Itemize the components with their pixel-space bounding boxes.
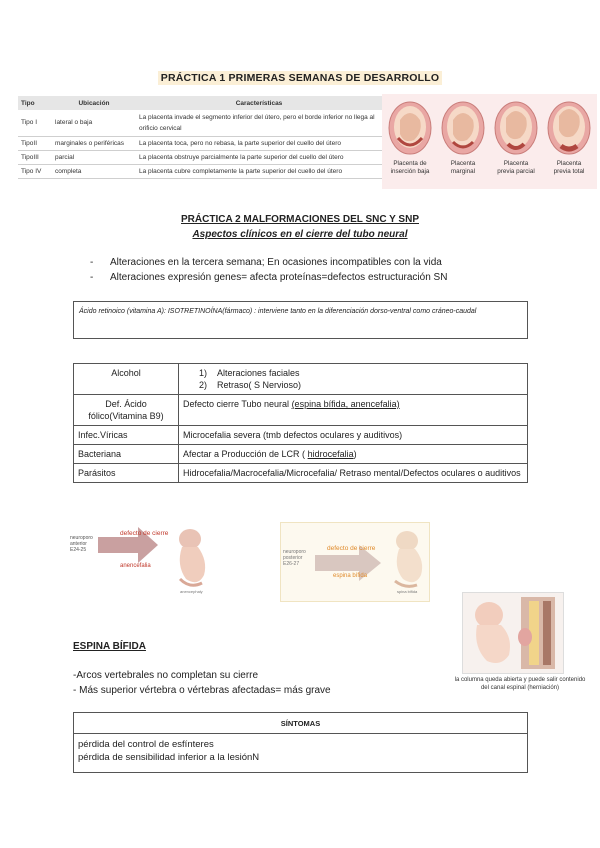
cell: TipoII	[18, 136, 52, 150]
table-header-row	[18, 96, 382, 110]
cell: Alcohol	[74, 364, 179, 395]
cell: Tipo I	[18, 110, 52, 136]
cell	[74, 734, 528, 773]
result-label: anencefalia	[120, 563, 151, 569]
practice2-subtitle: Aspectos clínicos en el cierre del tubo neural	[192, 229, 408, 240]
cell: completa	[52, 164, 136, 178]
cell: parcial	[52, 150, 136, 164]
spina-bifida-diagram: neuroporo posterior E26-27 defecto de cierre espina bífida spina bifida	[280, 522, 430, 602]
image-credit: anencephaly	[180, 589, 203, 594]
cell: Afectar a Producción de LCR ( hidrocefalia)	[179, 445, 528, 464]
cell: Defecto cierre Tubo neural (espina bífida, anencefalia)	[179, 395, 528, 426]
list-item: - Alteraciones expresión genes= afecta proteínas=defectos estructuración SN	[90, 272, 448, 283]
figure-label: inserción baja	[390, 167, 430, 175]
table-row	[18, 164, 382, 178]
cell: lateral o baja	[52, 110, 136, 136]
cell: Tipo IV	[18, 164, 52, 178]
table-row	[18, 150, 382, 164]
uterus-icon	[545, 98, 593, 158]
practice1-title: PRÁCTICA 1 PRIMERAS SEMANAS DE DESARROLLO	[0, 72, 600, 84]
header-caracteristicas: Características	[136, 96, 382, 110]
table-row	[74, 395, 528, 426]
list-item: - Alteraciones en la tercera semana; En ocasiones incompatibles con la vida	[90, 257, 442, 268]
cell: La placenta cubre completamente la parte superior del cuello del útero	[136, 164, 382, 178]
cell: Infec.Víricas	[74, 426, 179, 445]
retinoic-acid-note: Ácido retinoico (vitamina A): ISOTRETINOÍNA(fármaco) : interviene tanto en la diferenciación dorso-ventral como cráneo-caudal	[73, 301, 528, 339]
image-credit: spina bifida	[397, 589, 418, 594]
cell: La placenta invade el segmento inferior del útero, pero el borde inferior no llega al orificio cervical	[136, 110, 382, 136]
uterus-icon	[386, 98, 434, 158]
symptom-item: pérdida del control de esfínteres	[78, 739, 214, 750]
uterus-icon	[492, 98, 540, 158]
cell: marginales o periféricas	[52, 136, 136, 150]
figure-label: Placenta	[556, 160, 582, 167]
list-item: 2) Retraso( S Nervioso)	[199, 380, 302, 390]
symptoms-header: SÍNTOMAS	[74, 713, 528, 734]
table-row	[18, 110, 382, 136]
cell: Hidrocefalia/Macrocefalia/Microcefalia/ Retraso mental/Defectos oculares o auditivos	[179, 464, 528, 483]
table-row	[18, 136, 382, 150]
bullet-text: Alteraciones en la tercera semana; En ocasiones incompatibles con la vida	[110, 257, 442, 268]
header-tipo: Tipo	[18, 96, 52, 110]
bullet-text: Alteraciones expresión genes= afecta proteínas=defectos estructuración SN	[110, 272, 448, 283]
table-row	[74, 464, 528, 483]
placenta-figure	[386, 98, 434, 175]
placenta-figure	[492, 98, 540, 175]
arrow-label: defecto de cierre	[120, 530, 169, 537]
table-header-row	[74, 713, 528, 734]
uterus-icon	[439, 98, 487, 158]
table-row	[74, 426, 528, 445]
cell: Microcefalia severa (tmb defectos oculares y auditivos)	[179, 426, 528, 445]
placenta-figure	[545, 98, 593, 175]
table-row	[74, 734, 528, 773]
result-label: espina bífida	[333, 573, 368, 579]
figure-label: Placenta	[450, 160, 476, 167]
spina-bifida-title: ESPINA BÍFIDA	[73, 641, 146, 652]
cell: TipoIII	[18, 150, 52, 164]
header-ubicacion: Ubicación	[52, 96, 136, 110]
spina-caption: la columna queda abierta y puede salir contenido del canal espinal (herniación)	[454, 677, 586, 691]
cell: Def. Ácido fólico(Vitamina B9)	[74, 395, 179, 426]
fetus-icon	[385, 527, 425, 591]
table-row	[74, 364, 528, 395]
cell: Bacteriana	[74, 445, 179, 464]
arrow-label: defecto de cierre	[327, 545, 376, 552]
spina-line: -Arcos vertebrales no completan su cierre	[73, 670, 259, 681]
anencephaly-diagram: neuroporo anterior E24-25 defecto de cierre anencefalia anencephaly	[70, 521, 215, 601]
cell	[179, 364, 528, 395]
figure-label: previa total	[553, 167, 585, 175]
placenta-table	[18, 96, 382, 179]
figure-label: previa parcial	[497, 167, 535, 175]
figure-label: Placenta de	[393, 160, 427, 167]
placenta-figure	[439, 98, 487, 175]
cell: Parásitos	[74, 464, 179, 483]
malformations-table	[73, 363, 528, 483]
cell: La placenta toca, pero no rebasa, la parte superior del cuello del útero	[136, 136, 382, 150]
practice2-title: PRÁCTICA 2 MALFORMACIONES DEL SNC Y SNP	[181, 214, 419, 225]
list-item: 1) Alteraciones faciales	[199, 368, 300, 378]
fetus-icon	[170, 525, 210, 591]
table-row	[74, 445, 528, 464]
spina-bifida-image	[462, 592, 564, 674]
spina-line: - Más superior vértebra o vértebras afectadas= más grave	[73, 685, 331, 696]
placenta-illustrations	[382, 94, 597, 189]
cell: La placenta obstruye parcialmente la parte superior del cuello del útero	[136, 150, 382, 164]
figure-label: marginal	[450, 167, 476, 175]
figure-label: Placenta	[503, 160, 529, 167]
symptoms-table	[73, 712, 528, 773]
baby-spine-icon	[463, 593, 563, 673]
symptom-item: pérdida de sensibilidad inferior a la lesiónN	[78, 752, 260, 763]
